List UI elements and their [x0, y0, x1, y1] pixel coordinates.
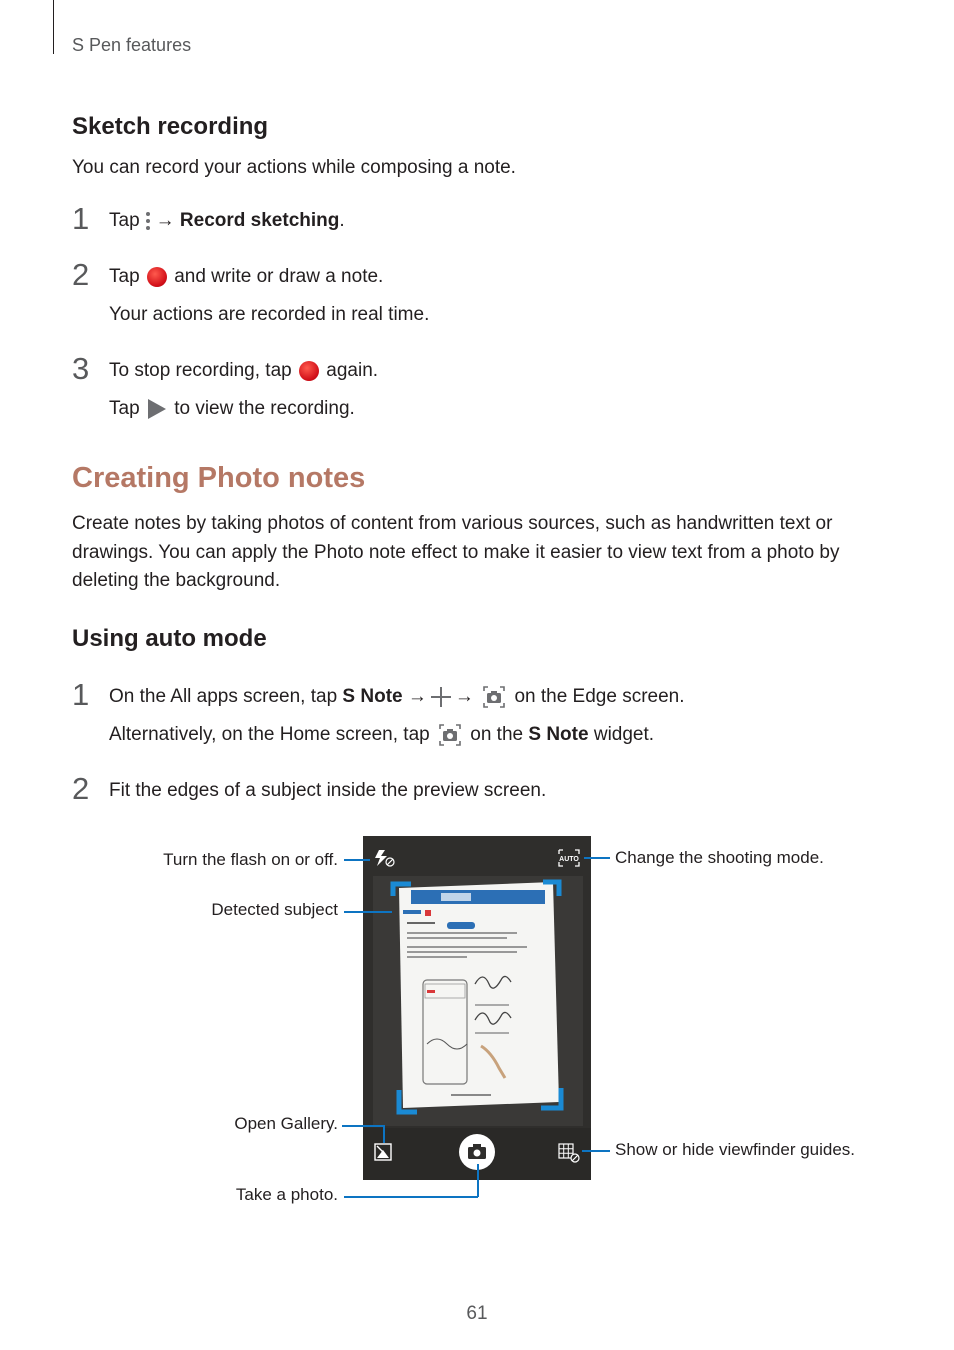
photo-notes-intro: Create notes by taking photos of content from various sources, such as handwritten text or drawings. You can apply the Photo note effect to make it easier to view text from a photo by deleting the background.: [72, 513, 840, 591]
step-number: 2: [72, 771, 90, 806]
photo-notes-heading: Creating Photo notes: [72, 462, 366, 494]
auto-mode-label: AUTO: [559, 856, 579, 863]
record-icon: [299, 361, 319, 381]
step-number: 1: [72, 201, 90, 236]
leader-line: [582, 1150, 610, 1152]
leader-line: [344, 859, 370, 861]
plus-icon: [430, 686, 452, 708]
camera-preview-screen: [363, 836, 591, 1180]
callout-shooting-mode: Change the shooting mode.: [615, 848, 824, 867]
leader-line: [344, 1196, 478, 1198]
step-number: 3: [72, 351, 90, 386]
side-rule: [53, 0, 54, 54]
auto-mode-heading: Using auto mode: [72, 625, 267, 652]
leader-line: [584, 857, 610, 859]
leader-line: [383, 1125, 385, 1143]
leader-line: [477, 1164, 479, 1197]
sketch-step-2: Tap and write or draw a note.: [109, 266, 384, 287]
auto-step-1: On the All apps screen, tap S Note → → on the Edge screen.: [109, 686, 685, 708]
sketch-step-2-detail: Your actions are recorded in real time.: [109, 304, 430, 325]
step-number: 1: [72, 677, 90, 712]
step-number: 2: [72, 257, 90, 292]
play-icon: [148, 399, 166, 419]
auto-step-1-detail: Alternatively, on the Home screen, tap on the S Note widget.: [109, 724, 655, 746]
record-sketching-label: Record sketching: [179, 210, 340, 231]
sketch-recording-heading: Sketch recording: [72, 113, 269, 140]
sketch-step-1: Tap → Record sketching.: [109, 210, 345, 231]
running-head: S Pen features: [72, 35, 192, 55]
auto-step-2: Fit the edges of a subject inside the preview screen.: [109, 780, 547, 801]
callout-viewfinder-guides: Show or hide viewfinder guides.: [615, 1140, 856, 1159]
leader-line: [342, 1125, 384, 1127]
callout-detected-subject: Detected subject: [211, 900, 338, 919]
sketch-step-3: To stop recording, tap again.: [109, 360, 379, 381]
callout-take-photo: Take a photo.: [235, 1185, 338, 1204]
callout-flash: Turn the flash on or off.: [163, 850, 338, 869]
sketch-intro: You can record your actions while composing a note.: [72, 157, 516, 178]
preview-illustration: [363, 836, 591, 1180]
more-options-icon: [144, 210, 152, 232]
photo-note-camera-icon: [482, 685, 506, 709]
sketch-step-3-detail: Tap to view the recording.: [109, 398, 355, 419]
photo-note-camera-icon: [438, 723, 462, 747]
callout-gallery: Open Gallery.: [234, 1114, 338, 1133]
leader-line: [344, 911, 392, 913]
record-icon: [147, 267, 167, 287]
page-number: 61: [466, 1303, 488, 1324]
